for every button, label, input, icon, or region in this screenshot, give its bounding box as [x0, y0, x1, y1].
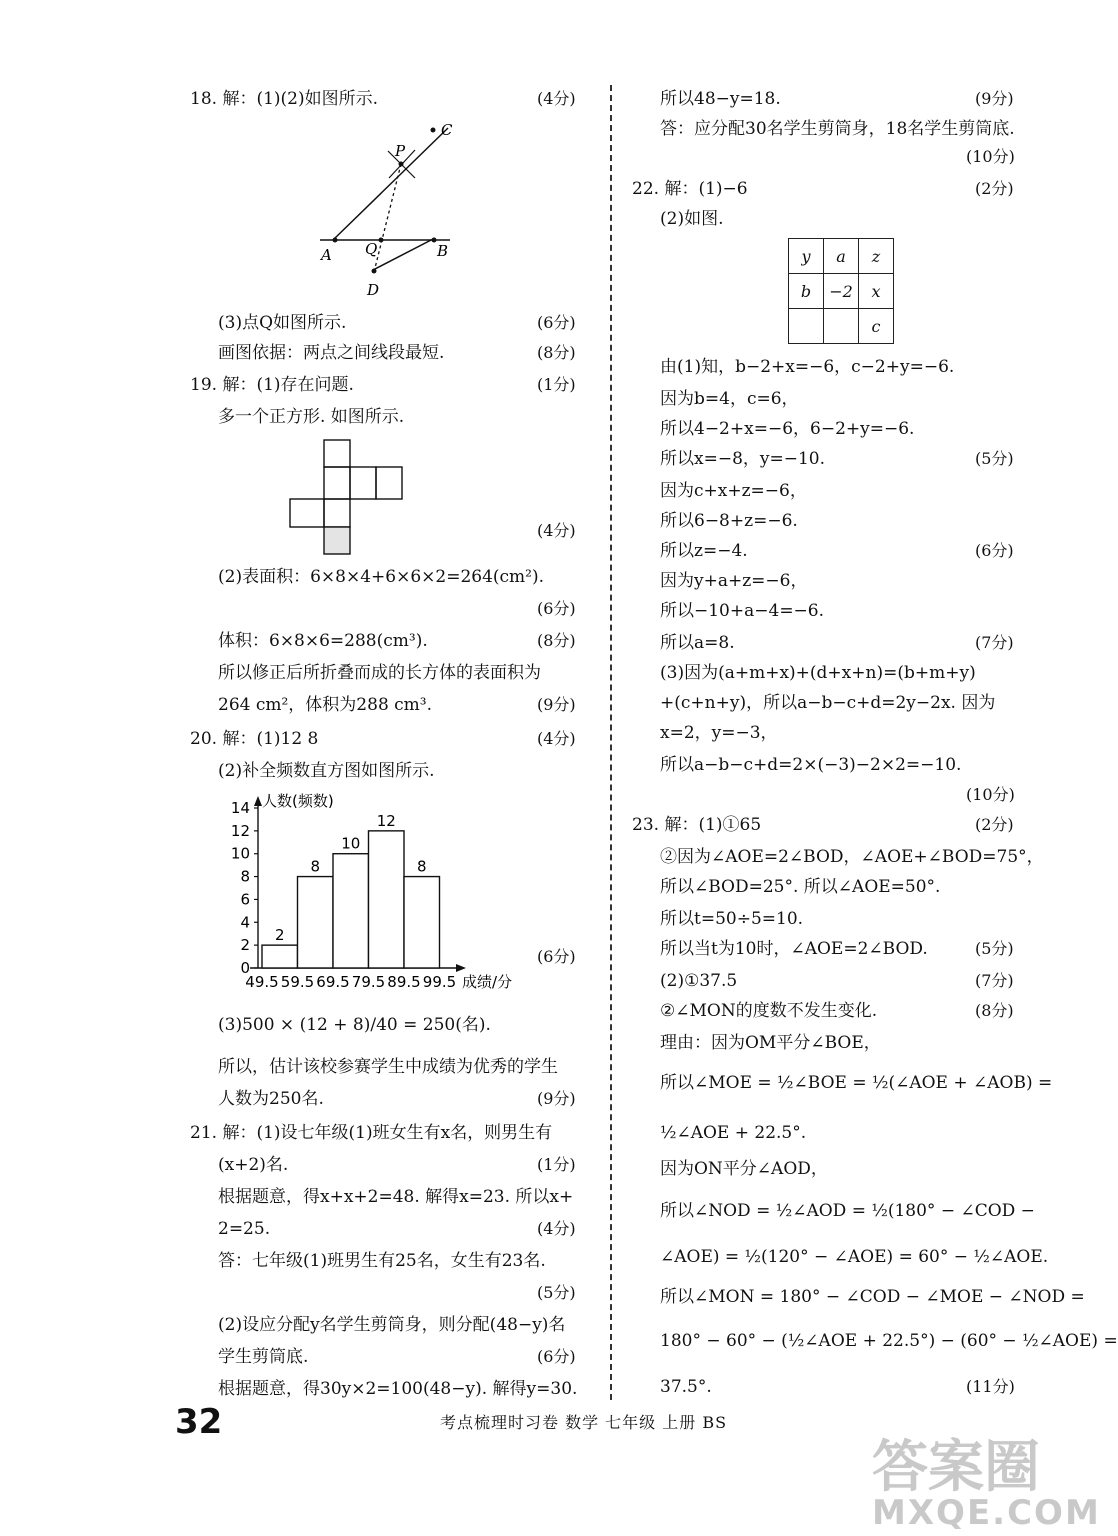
text-line: 所以t=50÷5=10. — [660, 909, 804, 929]
text-line: 所以修正后所折叠而成的长方体的表面积为 — [218, 663, 541, 683]
text-line: ∠AOE) = ½(120° − ∠AOE) = 60° − ½∠AOE. — [660, 1247, 1049, 1267]
score: (5分) — [537, 1283, 576, 1302]
column-divider — [610, 85, 612, 1400]
score: (9分) — [537, 695, 576, 714]
grid-cell — [824, 309, 859, 344]
text-line: 答：应分配30名学生剪筒身，18名学生剪筒底. — [660, 119, 1015, 139]
cube-net-figure — [288, 438, 408, 558]
label-p: P — [395, 142, 406, 160]
y-tick-label: 10 — [230, 844, 250, 863]
score: (7分) — [975, 971, 1014, 990]
text-line: 所以6−8+z=−6. — [660, 511, 798, 531]
grid-cell: z — [859, 239, 894, 274]
label-a: A — [321, 246, 332, 264]
y-axis-arrow — [254, 796, 262, 806]
text-line: ½∠AOE + 22.5°. — [660, 1123, 807, 1143]
score: (6分) — [537, 599, 576, 618]
y-tick-label: 8 — [240, 867, 250, 886]
grid-cell: c — [859, 309, 894, 344]
text-line: 因为y+a+z=−6， — [660, 571, 808, 591]
x-axis-label: 成绩/分 — [462, 973, 513, 991]
bar — [404, 877, 440, 968]
bar-value-label: 8 — [416, 857, 427, 876]
text-line: 2=25. — [218, 1219, 271, 1239]
score: (6分) — [975, 541, 1014, 560]
text-line: 20. 解：(1)12 8 — [190, 729, 319, 749]
text-line: 所以48−y=18. — [660, 89, 781, 109]
text-line: 19. 解：(1)存在问题. — [190, 375, 354, 395]
score: (6分) — [537, 313, 576, 332]
text-line: 所以∠MON = 180° − ∠COD − ∠MOE − ∠NOD = — [660, 1287, 1085, 1307]
y-tick-label: 14 — [230, 799, 250, 817]
text-line: (2)设应分配y名学生剪筒身，则分配(48−y)名 — [218, 1315, 566, 1335]
magic-grid — [788, 238, 894, 344]
label-q: Q — [365, 240, 378, 258]
text-line: 所以a=8. — [660, 633, 735, 653]
text-line: ②因为∠AOE=2∠BOD，∠AOE+∠BOD=75°， — [660, 847, 1044, 867]
page-number: 32 — [175, 1402, 223, 1442]
text-line: (2)补全频数直方图如图所示. — [218, 761, 435, 781]
text-line: 264 cm²，体积为288 cm³. — [218, 695, 433, 715]
score: (5分) — [975, 449, 1014, 468]
score: (5分) — [975, 939, 1014, 958]
text-line: 所以∠MOE = ½∠BOE = ½(∠AOE + ∠AOB) = — [660, 1073, 1053, 1093]
text-line: ②∠MON的度数不发生变化. — [660, 1001, 878, 1021]
text-line: x=2，y=−3， — [660, 723, 778, 743]
text-line: 所以a−b−c+d=2×(−3)−2×2=−10. — [660, 755, 962, 775]
text-line: 答：七年级(1)班男生有25名，女生有23名. — [218, 1251, 546, 1271]
y-tick-label: 6 — [240, 890, 250, 909]
text-line: 因为ON平分∠AOD， — [660, 1159, 828, 1179]
y-axis-label: 人数(频数) — [262, 792, 334, 810]
text-line: (2)表面积：6×8×4+6×6×2=264(cm²). — [218, 567, 545, 587]
text-line: 画图依据：两点之间线段最短. — [218, 343, 445, 363]
text-line: (3)点Q如图所示. — [218, 313, 347, 333]
score: (4分) — [537, 521, 576, 540]
score: (6分) — [537, 947, 576, 966]
segment-pd — [374, 164, 401, 272]
score: (11分) — [966, 1377, 1015, 1396]
y-tick-label: 12 — [230, 821, 250, 840]
text-line: 所以x=−8，y=−10. — [660, 449, 826, 469]
bar — [369, 831, 405, 968]
watermark-url: MXQE.COM — [872, 1493, 1101, 1533]
score: (1分) — [537, 1155, 576, 1174]
text-line: 21. 解：(1)设七年级(1)班女生有x名，则男生有 — [190, 1123, 553, 1143]
bar-value-label: 12 — [376, 811, 396, 830]
grid-cell — [789, 309, 824, 344]
watermark-logo: 答案圈 — [872, 1435, 1040, 1500]
text-line: 所以∠NOD = ½∠AOD = ½(180° − ∠COD − — [660, 1201, 1035, 1221]
score: (10分) — [966, 785, 1015, 804]
x-tick-label: 99.5 — [422, 973, 457, 991]
frequency-histogram — [216, 788, 526, 998]
score: (8分) — [537, 343, 576, 362]
text-line: 理由：因为OM平分∠BOE， — [660, 1033, 881, 1053]
grid-cell: b — [789, 274, 824, 309]
text-line: 所以，估计该校参赛学生中成绩为优秀的学生 — [218, 1057, 558, 1077]
line-ac — [333, 128, 448, 240]
text-line: 所以∠BOD=25°. 所以∠AOE=50°. — [660, 877, 941, 897]
bar — [298, 877, 334, 968]
x-tick-label: 49.5 — [245, 973, 279, 991]
text-line: (2)①37.5 — [660, 971, 738, 991]
text-line: 体积：6×8×6=288(cm³). — [218, 631, 428, 651]
text-line: 所以−10+a−4=−6. — [660, 601, 825, 621]
text-line: (2)如图. — [660, 209, 724, 229]
score: (4分) — [537, 729, 576, 748]
score: (9分) — [975, 89, 1014, 108]
bar-value-label: 10 — [341, 834, 361, 853]
text-line: 根据题意，得x+x+2=48. 解得x=23. 所以x+ — [218, 1187, 574, 1207]
bar — [262, 945, 298, 968]
text-line: 因为b=4，c=6， — [660, 389, 799, 409]
y-tick-label: 2 — [240, 936, 250, 955]
score: (8分) — [975, 1001, 1014, 1020]
geometry-figure-18 — [315, 118, 465, 300]
text-line: 22. 解：(1)−6 — [632, 179, 748, 199]
score: (2分) — [975, 179, 1014, 198]
text-line: 多一个正方形. 如图所示. — [218, 407, 405, 427]
bar — [333, 854, 369, 968]
score: (2分) — [975, 815, 1014, 834]
bar-value-label: 2 — [274, 926, 285, 945]
bar-value-label: 8 — [310, 857, 321, 876]
score: (7分) — [975, 633, 1014, 652]
text-line: 所以当t为10时，∠AOE=2∠BOD. — [660, 939, 928, 959]
score: (6分) — [537, 1347, 576, 1366]
text-line: +(c+n+y)，所以a−b−c+d=2y−2x. 因为 — [660, 693, 996, 713]
text-line: (x+2)名. — [218, 1155, 289, 1175]
label-b: B — [437, 242, 449, 260]
score: (8分) — [537, 631, 576, 650]
text-line: 180° − 60° − (½∠AOE + 22.5°) − (60° − ½∠AOE) = — [660, 1331, 1118, 1351]
grid-cell: y — [789, 239, 824, 274]
x-tick-label: 89.5 — [387, 973, 421, 991]
watermark — [872, 1435, 1101, 1533]
score: (10分) — [966, 147, 1015, 166]
text-line: 因为c+x+z=−6， — [660, 481, 807, 501]
text-line: 18. 解：(1)(2)如图所示. — [190, 89, 379, 109]
label-d: D — [367, 281, 380, 299]
text-line: (3)500 × (12 + 8)/40 = 250(名). — [218, 1015, 491, 1035]
text-line: 23. 解：(1)①65 — [632, 815, 762, 835]
score: (4分) — [537, 89, 576, 108]
score: (9分) — [537, 1089, 576, 1108]
text-line: 37.5°. — [660, 1377, 712, 1397]
x-tick-label: 59.5 — [280, 973, 315, 991]
footer-title: 考点梳理时习卷 数学 七年级 上册 BS — [440, 1413, 728, 1432]
text-line: 学生剪筒底. — [218, 1347, 309, 1367]
y-tick-label: 0 — [240, 959, 250, 977]
text-line: 根据题意，得30y×2=100(48−y). 解得y=30. — [218, 1379, 578, 1399]
ray-d — [373, 238, 435, 270]
x-axis-arrow — [456, 964, 466, 972]
x-tick-label: 79.5 — [351, 973, 386, 991]
grid-cell: −2 — [824, 274, 859, 309]
score: (1分) — [537, 375, 576, 394]
text-line: 由(1)知，b−2+x=−6，c−2+y=−6. — [660, 357, 955, 377]
label-c: C — [441, 121, 453, 139]
score: (4分) — [537, 1219, 576, 1238]
y-tick-label: 4 — [240, 913, 250, 932]
text-line: 所以z=−4. — [660, 541, 748, 561]
text-line: (3)因为(a+m+x)+(d+x+n)=(b+m+y) — [660, 663, 976, 683]
text-line: 所以4−2+x=−6，6−2+y=−6. — [660, 419, 915, 439]
grid-cell: a — [824, 239, 859, 274]
text-line: 人数为250名. — [218, 1089, 324, 1109]
grid-cell: x — [859, 274, 894, 309]
extra-square — [324, 527, 350, 554]
x-tick-label: 69.5 — [316, 973, 350, 991]
